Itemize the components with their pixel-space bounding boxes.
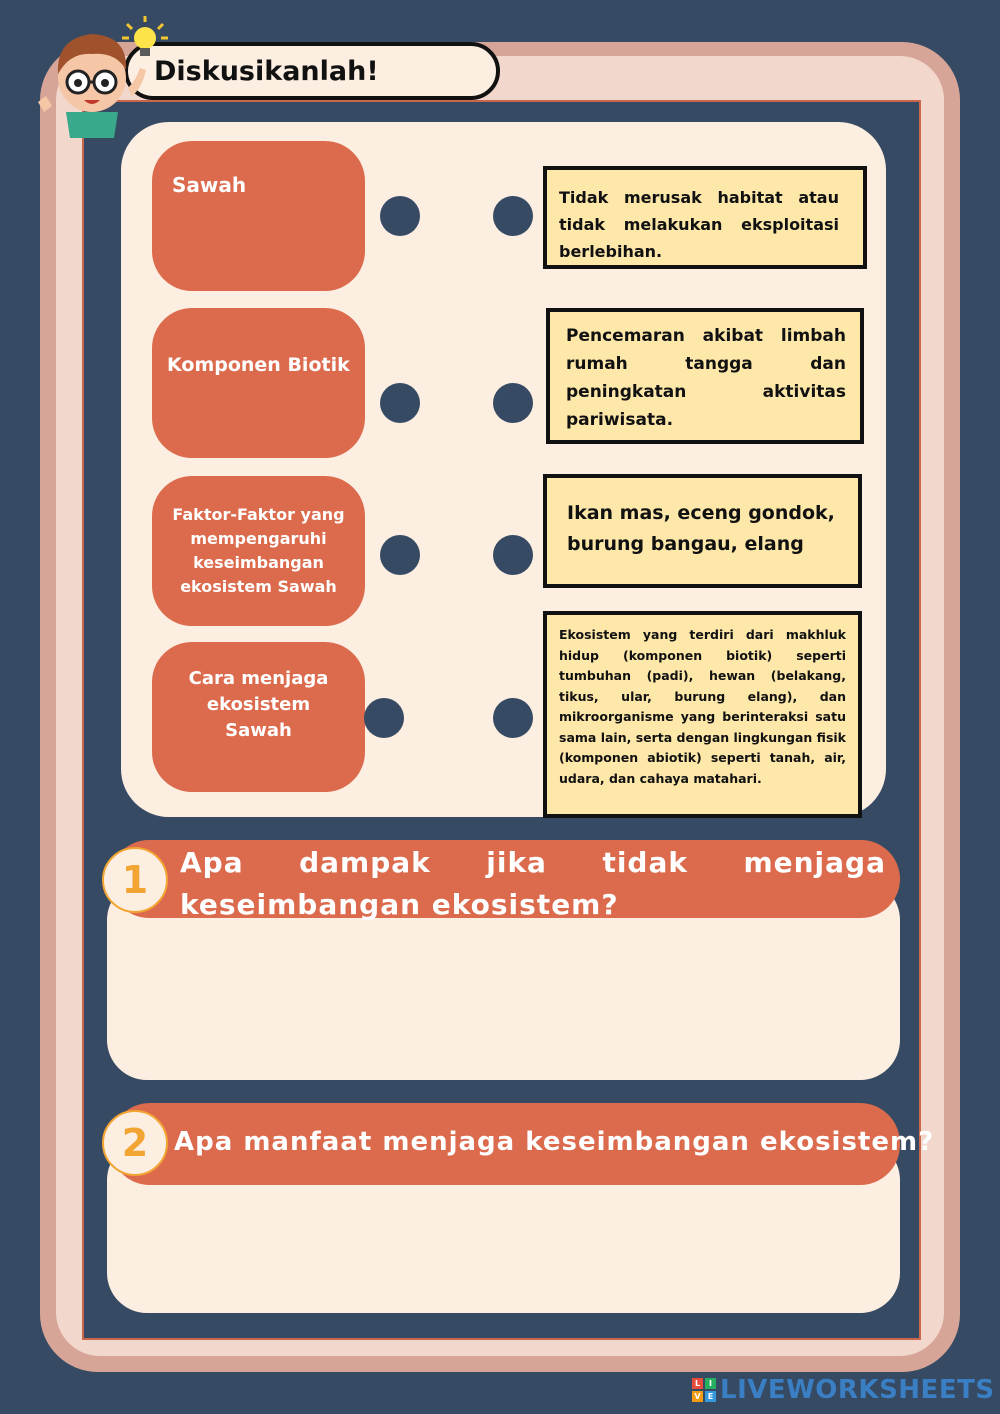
right-item-text: Ikan mas, eceng gondok, burung bangau, elang [567,502,835,555]
question-number-1 [102,847,168,913]
logo-letter: E [705,1391,716,1402]
right-item-komponen-biotik [543,474,862,588]
kid-character-illustration [30,8,170,138]
left-item-label: Komponen Biotik [167,354,350,376]
left-item-label: Sawah [172,173,247,197]
right-item-cara-menjaga [543,166,867,269]
question-text: Apa dampak jika tidak menjaga keseimbangan ekosistem? [180,846,886,921]
left-item-sawah [152,141,365,291]
liveworksheets-logo-icon [692,1378,716,1402]
right-item-text: Tidak merusak habitat atau tidak melakukan eksploitasi berlebihan. [559,188,839,261]
page-title: Diskusikanlah! [154,56,379,87]
question-text: Apa manfaat menjaga keseimbangan ekosistem? [174,1127,935,1157]
right-connector-dot[interactable] [493,196,533,236]
right-connector-dot[interactable] [493,383,533,423]
title-pill [124,42,500,100]
left-connector-dot[interactable] [380,535,420,575]
right-connector-dot[interactable] [493,698,533,738]
right-connector-dot[interactable] [493,535,533,575]
left-item-label: Cara menjaga ekosistem Sawah [188,668,329,741]
logo-letter: L [692,1378,703,1389]
question-text-2 [174,1121,934,1163]
logo-letter: I [705,1378,716,1389]
left-item-label: Faktor-Faktor yang mempengaruhi keseimbangan ekosistem Sawah [172,505,345,596]
question-number-text: 2 [121,1121,149,1165]
right-item-text: Pencemaran akibat limbah rumah tangga dan peningkatan aktivitas pariwisata. [566,326,846,430]
question-number-2 [102,1110,168,1176]
left-item-faktor [152,476,365,626]
left-connector-dot[interactable] [364,698,404,738]
liveworksheets-logo [692,1375,995,1405]
left-item-komponen-biotik [152,308,365,458]
question-number-text: 1 [121,858,149,902]
right-item-faktor [546,308,864,444]
right-item-text: Ekosistem yang terdiri dari makhluk hidup (komponen biotik) seperti tumbuhan (padi), hewan (belakang, tikus, ular, burung elang), dan mikroorganisme yang berinteraksi satu sama lain, serta dengan lingkungan fisik (komponen abiotik) seperti tanah, air, udara, dan cahaya matahari. [559,627,846,786]
lightbulb-icon [122,16,168,56]
right-item-sawah [543,611,862,818]
left-connector-dot[interactable] [380,196,420,236]
left-connector-dot[interactable] [380,383,420,423]
left-item-cara-menjaga [152,642,365,792]
question-text-1 [180,842,886,926]
logo-letter: V [692,1391,703,1402]
brand-name: LIVEWORKSHEETS [720,1375,995,1405]
